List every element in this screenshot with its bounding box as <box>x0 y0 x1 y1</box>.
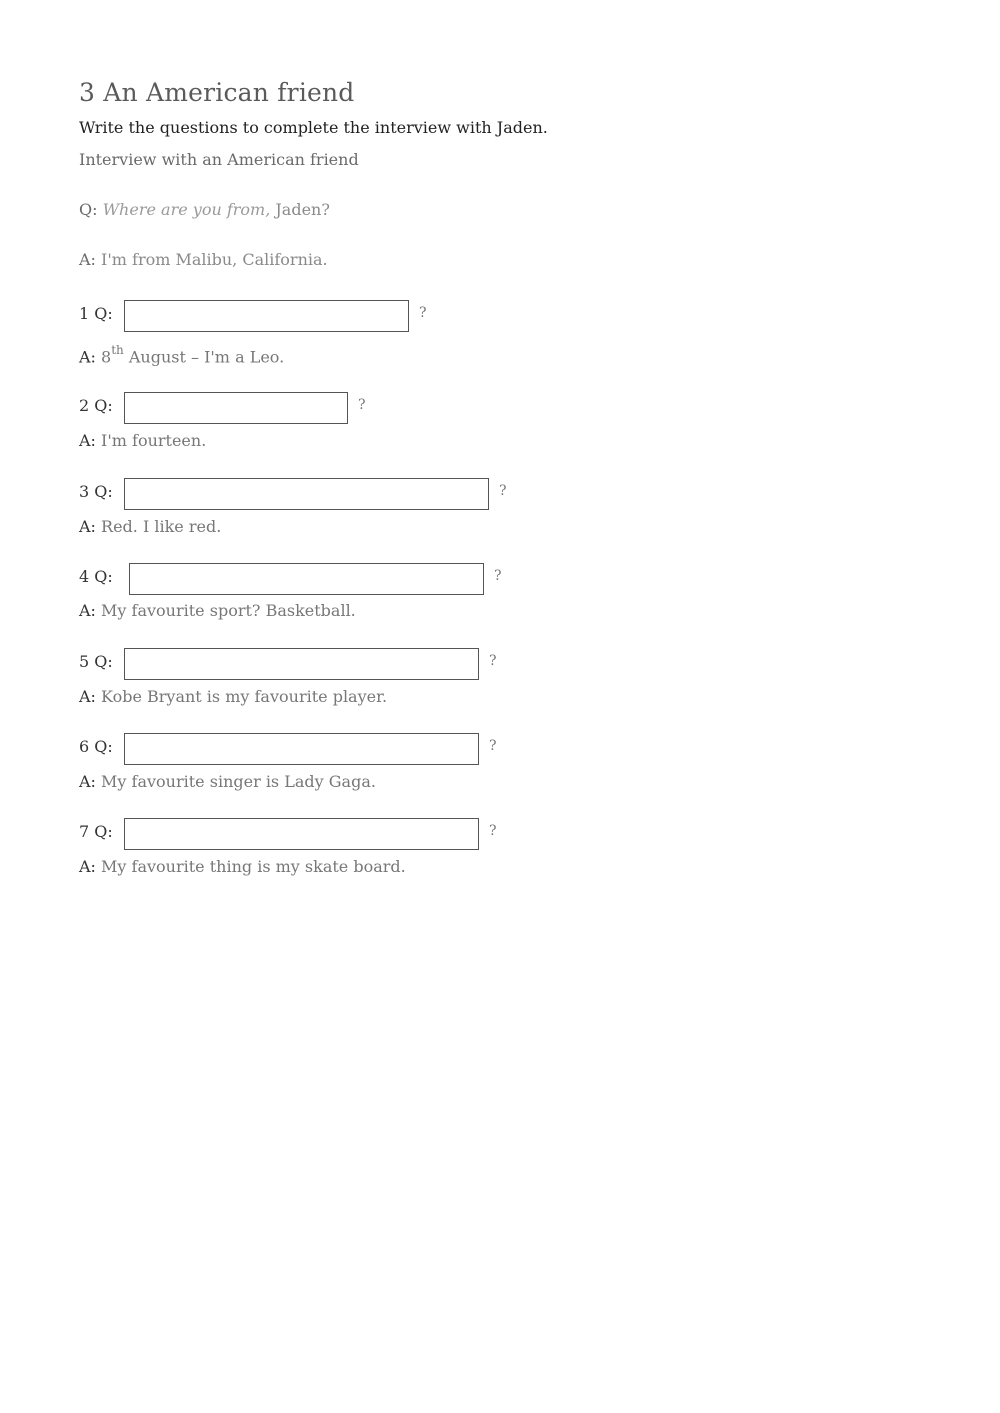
question-5-input[interactable] <box>124 648 479 680</box>
question-2-input[interactable] <box>124 392 348 424</box>
question-6-label: 6 Q: <box>79 737 113 756</box>
answer-2-text: I'm fourteen. <box>95 431 207 450</box>
question-6-input[interactable] <box>124 733 479 765</box>
question-7-input[interactable] <box>124 818 479 850</box>
answer-7 <box>79 857 406 876</box>
example-question <box>79 200 330 219</box>
answer-5-text: Kobe Bryant is my favourite player. <box>95 687 388 706</box>
answer-4 <box>79 601 356 620</box>
subtitle: Interview with an American friend <box>79 150 359 169</box>
answer-6-text: My favourite singer is Lady Gaga. <box>95 772 376 791</box>
example-q-tag: Q: <box>79 200 98 219</box>
question-5-mark: ? <box>489 653 497 669</box>
page-title: 3 An American friend <box>79 78 355 107</box>
answer-7-tag: A: <box>79 857 96 876</box>
answer-3-tag: A: <box>79 517 96 536</box>
answer-2-tag: A: <box>79 431 96 450</box>
question-4-mark: ? <box>494 568 502 584</box>
question-1-input[interactable] <box>124 300 409 332</box>
answer-6 <box>79 772 376 791</box>
answer-2 <box>79 431 206 450</box>
answer-1-pre: 8 <box>95 347 112 367</box>
example-a-text: I'm from Malibu, California. <box>95 250 328 269</box>
question-2-label: 2 Q: <box>79 396 113 415</box>
question-3-mark: ? <box>499 483 507 499</box>
question-7-label: 7 Q: <box>79 822 113 841</box>
example-answer <box>79 250 328 269</box>
answer-3-text: Red. I like red. <box>95 517 222 536</box>
answer-5 <box>79 687 387 706</box>
example-a-tag: A: <box>79 250 96 269</box>
question-3-input[interactable] <box>124 478 489 510</box>
answer-5-tag: A: <box>79 687 96 706</box>
question-1-mark: ? <box>419 305 427 321</box>
answer-6-tag: A: <box>79 772 96 791</box>
example-q-italic: Where are you from, <box>102 200 271 219</box>
answer-7-text: My favourite thing is my skate board. <box>95 857 406 876</box>
question-7-mark: ? <box>489 823 497 839</box>
instruction-text: Write the questions to complete the interview with Jaden. <box>79 118 548 137</box>
answer-1-sup: th <box>111 343 124 357</box>
question-4-label: 4 Q: <box>79 567 113 586</box>
question-3-label: 3 Q: <box>79 482 113 501</box>
answer-1-post: August – I'm a Leo. <box>123 347 285 367</box>
question-2-mark: ? <box>358 397 366 413</box>
answer-3 <box>79 517 221 536</box>
answer-1-tag: A: <box>79 347 96 367</box>
question-6-mark: ? <box>489 738 497 754</box>
example-q-rest: Jaden? <box>270 200 330 219</box>
answer-4-tag: A: <box>79 601 96 620</box>
question-5-label: 5 Q: <box>79 652 113 671</box>
question-4-input[interactable] <box>129 563 484 595</box>
question-1-label: 1 Q: <box>79 304 113 323</box>
answer-1 <box>79 345 284 366</box>
answer-4-text: My favourite sport? Basketball. <box>95 601 356 620</box>
